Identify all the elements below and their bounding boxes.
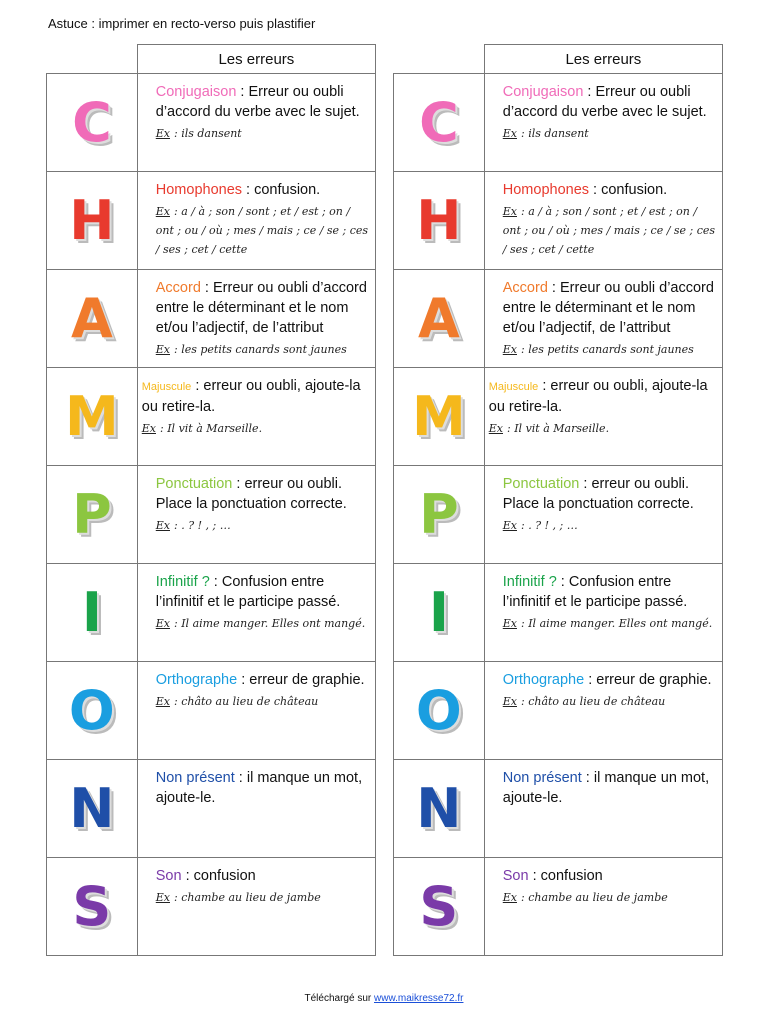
- error-description: : erreur ou oubli, ajoute-la ou retire-la.: [141, 378, 361, 415]
- error-keyword: Son: [155, 868, 182, 884]
- description-cell: [484, 466, 722, 564]
- description-cell: [137, 368, 375, 466]
- table-row: [47, 270, 376, 368]
- error-keyword: Ponctuation: [502, 476, 580, 492]
- champions-letter: M: [65, 384, 119, 448]
- letter-cell: [394, 368, 485, 466]
- example-label: Ex: [155, 617, 170, 630]
- example-text: : les petits canards sont jaunes: [521, 343, 694, 356]
- error-description: : Erreur ou oubli d’accord du verbe avec le sujet.: [155, 84, 360, 120]
- champions-letter: P: [72, 482, 112, 546]
- letter-cell: [47, 368, 138, 466]
- letter-cell: [394, 74, 485, 172]
- error-description: : confusion: [528, 868, 603, 884]
- example-line: [142, 419, 369, 438]
- example-text: : Il aime manger. Elles ont mangé.: [174, 617, 366, 630]
- example-line: [156, 124, 369, 143]
- champions-letter: S: [419, 874, 459, 938]
- champions-letter: N: [416, 776, 462, 840]
- description-cell: [484, 858, 722, 956]
- error-description: : Erreur ou oubli d’accord entre le déterminant et le nom et/ou l’adjectif, de l’attribut: [155, 280, 367, 336]
- table-row: [47, 74, 376, 172]
- error-keyword: Non présent: [502, 770, 582, 786]
- example-line: [503, 202, 716, 259]
- example-text: : a / à ; son / sont ; et / est ; on / ont ; ou / où ; mes / mais ; ce / se ; ces / ses ; cet / cette: [502, 205, 716, 256]
- error-description: : il manque un mot, ajoute-le.: [502, 770, 710, 806]
- example-label: Ex: [488, 422, 503, 435]
- example-text: : châto au lieu de château: [174, 695, 319, 708]
- champions-table-left: [46, 44, 376, 956]
- error-keyword: Infinitif ?: [155, 574, 210, 590]
- description-cell: [137, 564, 375, 662]
- example-text: : ils dansent: [521, 127, 589, 140]
- letter-cell: [394, 858, 485, 956]
- example-line: [503, 340, 716, 359]
- table-row: [394, 858, 723, 956]
- example-line: [503, 516, 716, 535]
- table-row: [394, 368, 723, 466]
- champions-letter: A: [70, 286, 113, 350]
- error-description: : Confusion entre l’infinitif et le participe passé.: [502, 574, 688, 610]
- error-keyword: Majuscule: [141, 381, 192, 393]
- letter-cell: [394, 466, 485, 564]
- example-line: [156, 202, 369, 259]
- example-label: Ex: [141, 422, 156, 435]
- letter-cell: [47, 858, 138, 956]
- error-description: : confusion.: [589, 182, 668, 198]
- letter-cell: [47, 74, 138, 172]
- champions-letter: S: [72, 874, 112, 938]
- error-keyword: Infinitif ?: [502, 574, 557, 590]
- table-row: [47, 760, 376, 858]
- error-keyword: Homophones: [502, 182, 590, 198]
- champions-letter: A: [417, 286, 460, 350]
- error-keyword: Accord: [502, 280, 548, 296]
- error-keyword: Orthographe: [502, 672, 585, 688]
- champions-letter: N: [69, 776, 115, 840]
- error-keyword: Son: [502, 868, 529, 884]
- example-label: Ex: [155, 205, 170, 218]
- example-label: Ex: [155, 891, 170, 904]
- example-label: Ex: [502, 205, 517, 218]
- example-label: Ex: [502, 343, 517, 356]
- letter-cell: [394, 662, 485, 760]
- header-title: Les erreurs: [137, 45, 375, 74]
- description-cell: [137, 466, 375, 564]
- champions-letter: C: [419, 90, 459, 154]
- letter-cell: [47, 172, 138, 270]
- description-cell: [484, 270, 722, 368]
- description-cell: [484, 564, 722, 662]
- table-row: [394, 760, 723, 858]
- description-cell: [484, 74, 722, 172]
- error-description: : erreur ou oubli. Place la ponctuation correcte.: [155, 476, 347, 512]
- champions-letter: C: [72, 90, 112, 154]
- error-keyword: Non présent: [155, 770, 235, 786]
- table-row: [47, 466, 376, 564]
- letter-cell: [47, 564, 138, 662]
- table-row: [394, 172, 723, 270]
- description-cell: [137, 270, 375, 368]
- print-tip: Astuce : imprimer en recto-verso puis plastifier: [48, 16, 316, 31]
- table-row: [394, 270, 723, 368]
- example-text: : Il aime manger. Elles ont mangé.: [521, 617, 713, 630]
- example-line: [489, 419, 716, 438]
- letter-cell: [47, 466, 138, 564]
- example-text: : Il vit à Marseille.: [507, 422, 610, 435]
- letter-cell: [47, 760, 138, 858]
- example-text: : Il vit à Marseille.: [160, 422, 263, 435]
- description-cell: [137, 760, 375, 858]
- example-text: : chambe au lieu de jambe: [521, 891, 668, 904]
- table-row: [47, 858, 376, 956]
- example-line: [503, 124, 716, 143]
- description-cell: [137, 662, 375, 760]
- example-text: : a / à ; son / sont ; et / est ; on / ont ; ou / où ; mes / mais ; ce / se ; ces / ses ; cet / cette: [155, 205, 369, 256]
- description-cell: [484, 172, 722, 270]
- example-line: [503, 614, 716, 633]
- description-cell: [137, 172, 375, 270]
- error-description: : erreur ou oubli. Place la ponctuation correcte.: [502, 476, 694, 512]
- error-keyword: Conjugaison: [155, 84, 237, 100]
- error-description: : confusion.: [242, 182, 321, 198]
- table-row: [47, 368, 376, 466]
- example-line: [156, 516, 369, 535]
- champions-letter: O: [415, 678, 462, 742]
- description-cell: [484, 662, 722, 760]
- description-cell: [484, 760, 722, 858]
- example-line: [503, 888, 716, 907]
- example-label: Ex: [502, 695, 517, 708]
- error-description: : Confusion entre l’infinitif et le participe passé.: [155, 574, 341, 610]
- example-line: [156, 888, 369, 907]
- example-line: [156, 692, 369, 711]
- example-text: : . ? ! , ; …: [174, 519, 231, 532]
- example-text: : chambe au lieu de jambe: [174, 891, 321, 904]
- letter-cell: [47, 662, 138, 760]
- error-description: : confusion: [181, 868, 256, 884]
- champions-letter: P: [419, 482, 459, 546]
- error-description: : erreur ou oubli, ajoute-la ou retire-la.: [488, 378, 708, 415]
- letter-cell: [394, 564, 485, 662]
- error-keyword: Accord: [155, 280, 201, 296]
- example-text: : ils dansent: [174, 127, 242, 140]
- example-label: Ex: [502, 519, 517, 532]
- error-description: : Erreur ou oubli d’accord du verbe avec le sujet.: [502, 84, 707, 120]
- error-description: : Erreur ou oubli d’accord entre le déterminant et le nom et/ou l’adjectif, de l’attribut: [502, 280, 714, 336]
- example-label: Ex: [155, 343, 170, 356]
- champions-letter: I: [81, 580, 102, 644]
- footer-prefix: Téléchargé sur: [304, 993, 374, 1004]
- error-keyword: Orthographe: [155, 672, 238, 688]
- description-cell: [137, 74, 375, 172]
- header-blank: [47, 45, 138, 74]
- header-blank: [394, 45, 485, 74]
- error-description: : il manque un mot, ajoute-le.: [155, 770, 363, 806]
- example-line: [503, 692, 716, 711]
- table-row: [394, 466, 723, 564]
- table-row: [394, 564, 723, 662]
- example-label: Ex: [502, 617, 517, 630]
- error-description: : erreur de graphie.: [237, 672, 365, 688]
- error-keyword: Homophones: [155, 182, 243, 198]
- example-line: [156, 340, 369, 359]
- table-row: [47, 662, 376, 760]
- example-label: Ex: [155, 519, 170, 532]
- footer-link[interactable]: www.maikresse72.fr: [374, 993, 464, 1004]
- champions-letter: O: [68, 678, 115, 742]
- description-cell: [484, 368, 722, 466]
- example-line: [156, 614, 369, 633]
- champions-letter: M: [412, 384, 466, 448]
- example-text: : châto au lieu de château: [521, 695, 666, 708]
- letter-cell: [394, 172, 485, 270]
- champions-letter: I: [428, 580, 449, 644]
- example-label: Ex: [502, 891, 517, 904]
- error-keyword: Conjugaison: [502, 84, 584, 100]
- table-row: [47, 172, 376, 270]
- champions-letter: H: [416, 188, 462, 252]
- error-keyword: Majuscule: [488, 381, 539, 393]
- header-title: Les erreurs: [484, 45, 722, 74]
- champions-letter: H: [69, 188, 115, 252]
- table-row: [394, 662, 723, 760]
- letter-cell: [394, 760, 485, 858]
- letter-cell: [394, 270, 485, 368]
- description-cell: [137, 858, 375, 956]
- error-keyword: Ponctuation: [155, 476, 233, 492]
- example-text: : . ? ! , ; …: [521, 519, 578, 532]
- example-label: Ex: [502, 127, 517, 140]
- letter-cell: [47, 270, 138, 368]
- example-label: Ex: [155, 127, 170, 140]
- example-text: : les petits canards sont jaunes: [174, 343, 347, 356]
- table-row: [47, 564, 376, 662]
- champions-table-right: [393, 44, 723, 956]
- error-description: : erreur de graphie.: [584, 672, 712, 688]
- table-row: [394, 74, 723, 172]
- example-label: Ex: [155, 695, 170, 708]
- footer: [0, 993, 768, 1004]
